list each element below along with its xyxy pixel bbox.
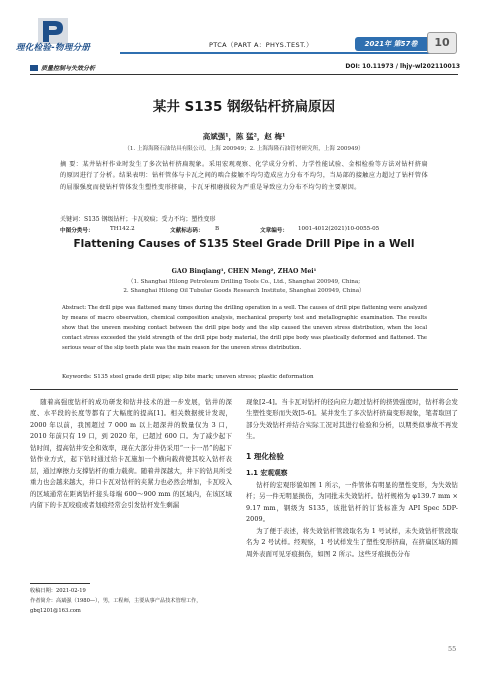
doc-code-label: 文献标志码： [170, 228, 204, 234]
clc-label: 中图分类号： [60, 228, 94, 234]
journal-header [0, 0, 480, 56]
footnote [30, 586, 232, 616]
doc-code-value: B [215, 226, 220, 232]
received-date: 收稿日期：2021-02-19 [30, 588, 86, 594]
affiliation-chinese: （1. 上海海隆石油钻具有限公司，上海 200949；2. 上海海隆石油管材研究所，上海 200949） [124, 146, 364, 152]
paragraph: 钻杆的宏观形貌如图 1 所示，一件管体有明显的塑性变形，为失效钻杆；另一件无明显损伤，为同批未失效钻杆。钻杆规格为 φ139.7 mm × 9.17 mm，钢级为 S135，该批钻杆的订货标准为 API Spec 5DP-2009。 [246, 480, 458, 524]
classification-row [60, 226, 428, 235]
page-number: 55 [448, 645, 457, 653]
author-bio: 作者简介：高斌强（1980—），男，工程师，主要从事产品技术管理工作，gbq1201@163.com [30, 598, 202, 614]
doi: DOI: 10.11973 / lhjy-wl202110013 [345, 63, 460, 70]
journal-brand: 理化检验-物理分册 [16, 43, 91, 53]
article-no-value: 1001-4012(2021)10-0055-05 [298, 226, 380, 232]
section-heading: 1 理化检验 [246, 451, 284, 461]
footnote-rule [30, 583, 90, 584]
issue-number: 10 [427, 32, 457, 54]
affiliation-english-1: （1. Shanghai Hilong Petroleum Drilling Tools Co., Ltd., Shanghai 200949, China; [127, 279, 361, 285]
affiliation-english-2: 2. Shanghai Hilong Oil Tubular Goods Research Institute, Shanghai 200949, China） [123, 288, 365, 295]
paragraph: 为了便于表述，将失效钻杆管段取名为 1 号试样，未失效钻杆管段取名为 2 号试样。经观察，1 号试样发生了塑性变形挤扁，在挤扁区域的圆周外表面可见牙痕损伤，如图 2 所示。这些牙痕损伤分布 [246, 526, 458, 558]
authors-english: GAO Binqiang¹, CHEN Meng², ZHAO Mei¹ [171, 268, 317, 275]
clc-value: TH142.2 [110, 226, 135, 232]
title-english: Flattening Causes of S135 Steel Grade Drill Pipe in a Well [73, 238, 415, 250]
section-topic: 质量控制与失效分析 [41, 65, 96, 72]
subsection-heading: 1.1 宏观观察 [246, 468, 288, 477]
issue-label: 2021年 第57卷 [355, 37, 427, 51]
keywords-chinese: 关键词：S135 钢级钻杆；卡瓦咬痕；受力不均；塑性变形 [60, 216, 216, 223]
paragraph: 现象[2-4]。当卡瓦对钻杆的径向应力超过钻杆的挤毁强度时，钻杆将会发生塑性变形而失效[5-6]。某井发生了多次钻杆挤扁变形现象，笔者取回了部分失效钻杆并结合实际工况对其进行检验和分析，以期类似事故不再发生。 [246, 398, 458, 441]
body-rule [30, 389, 458, 390]
body-left-column: 随着高强度钻杆的成功研发和钻井技术的进一步发展，钻井的深度、水平段的长度等都有了大幅度的提高[1]。相关数据统计发现，2000 年以前，我国超过 7 000 m 以上超深井的数量仅为 3 口，2010 年前只有 19 口，到 2020 年，已超过 600 口。为了减少起下钻时间，提高钻井安全和效率，现在大部分井仍采用“一卡一吊”的起下钻作业方式，起下钻时通过给卡瓦施加一个横向载荷使其咬入钻杆表层，通过摩擦力支撑钻杆的重力载荷。随着井深越大，井下的钻具所受重力也会越来越大，井口卡瓦对钻杆的夹紧力也必然会增加，卡瓦咬入的区域通常在距离钻杆接头母端 600～900 mm 的区域内，在该区域内留下的卡瓦咬痕或者划痕经常会引发钻杆发生剩漏 [30, 398, 232, 510]
topic-marker-icon [30, 65, 38, 71]
title-chinese: 某井 S135 钢级钻杆挤扁原因 [152, 99, 336, 115]
top-rule [30, 74, 458, 75]
affiliation-english [30, 278, 458, 296]
keywords-english: Keywords: S135 steel grade drill pipe; slip bite mark; uneven stress; plastic deformation [62, 374, 314, 380]
journal-name: PTCA（PART A：PHYS.TEST.） [208, 41, 314, 49]
body-right-column [246, 397, 458, 622]
article-no-label: 文章编号： [260, 228, 288, 234]
abstract-chinese: 摘 要：某井钻杆作业时发生了多次钻杆挤扁现象。采用宏观观察、化学成分分析、力学性能试验、金相检验等方法对钻杆挤扁的原因进行了分析。结果表明：钻杆管体与卡瓦之间的啮合接触不均匀造成应力分布不均匀，当局部的接触应力超过了钻杆管体的屈服强度而使钻杆管体发生塑性变形挤扁，卡瓦牙根磨损较为严重是导致应力分布不均匀的主要原因。 [60, 161, 428, 191]
abstract-english: Abstract: The drill pipe was flattened many times during the drilling operation in a well. The causes of drill pipe flattening were analyzed by means of macro observation, chemical composition analysis, mechanical property test and metallographic examination. The results show that the uneven meshing contact between the drill pipe body and the slip caused the uneven stress distribution, when the local contact stress exceeded the yield strength of the drill pipe body material, the drill pipe body was plastically deformed and flattened. The serious wear of the slip teeth plate was the main reason for the uneven stress distribution. [62, 305, 427, 351]
header-divider [120, 52, 450, 54]
topic-row [30, 63, 460, 73]
authors-chinese: 高斌强¹，陈 猛²，赵 梅¹ [202, 132, 286, 141]
